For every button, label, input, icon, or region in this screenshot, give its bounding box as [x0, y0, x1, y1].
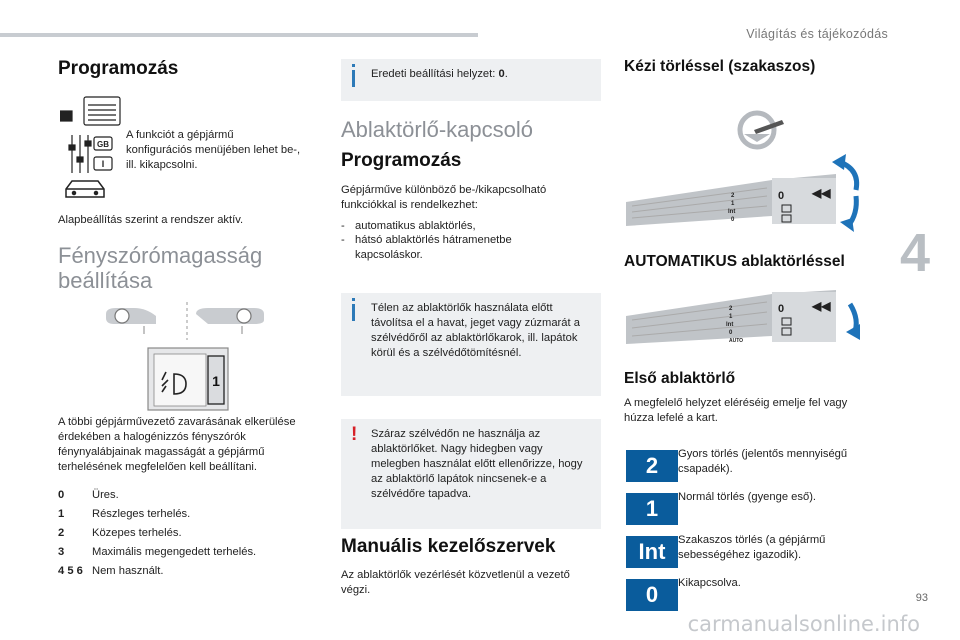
chapter-number: 4	[900, 223, 931, 283]
svg-text:1: 1	[731, 201, 735, 207]
section-title: Világítás és tájékozódás	[746, 27, 888, 41]
page-number: 93	[915, 592, 928, 604]
position-desc: Normál törlés (gyenge eső).	[678, 491, 817, 503]
wiper-programming-title: Programozás	[341, 150, 462, 171]
position-desc: Kikapcsolva.	[678, 577, 741, 589]
position-badge: 0	[626, 579, 678, 611]
list-item: - hátsó ablaktörlés hátramenetbe kapcsoláskor.	[341, 234, 512, 261]
screen-icon	[60, 97, 120, 125]
car-icon	[66, 181, 104, 197]
headlamp-knob	[148, 348, 228, 410]
note-warning: ! Száraz szélvédőn ne használja az ablaktörlőket. Nagy hidegben vagy melegben használat előtt ellenőrizze, hogy az ablaktörlő lapátok nincsenek-e a szélvédőre tapadva.	[341, 419, 601, 529]
legend-row: 1 Részleges terhelés.	[58, 508, 191, 520]
svg-text:AUTO: AUTO	[729, 338, 744, 344]
position-badge: 1	[626, 493, 678, 525]
legend-row: 3 Maximális megengedett terhelés.	[58, 546, 257, 558]
svg-text:◀◀: ◀◀	[812, 299, 831, 313]
svg-text:1: 1	[729, 314, 733, 320]
front-wiper-desc: A megfelelő helyzet eléréséig emelje fel vagy húzza lefelé a kart.	[624, 397, 848, 424]
steering-wheel-icon	[740, 113, 784, 147]
svg-text:GB: GB	[97, 140, 109, 149]
note-winter: Télen az ablaktörlők használata előtt távolítsa el a havat, jeget vagy zúzmarát a szélvédőről az ablaktörlőkarok, ill. lapátok körül és a szélvédőtömítésnél.	[341, 293, 601, 396]
menu-icons	[60, 95, 122, 208]
note-default-position: Eredeti beállítási helyzet: 0.	[341, 59, 601, 101]
svg-text:Int: Int	[726, 322, 734, 328]
down-arrow-icon	[846, 304, 860, 340]
legend-row: 0 Üres.	[58, 489, 119, 501]
wiper-programming-desc: Gépjárműve különböző be-/kikapcsolható funkciókkal is rendelkezhet:	[341, 184, 547, 211]
warning-icon: !	[351, 424, 358, 445]
headlamp-desc: A többi gépjárművezető zavarásának elkerülése érdekében a halogénizzós fényszórók fénynyalábjainak magasságát a gépjármű terhelésének megfelelően kell beállítani.	[58, 416, 296, 473]
front-wiper-title: Első ablaktörlő	[624, 370, 736, 387]
manual-controls-title: Manuális kezelőszervek	[341, 536, 556, 557]
steering-wheel-icon	[106, 302, 264, 340]
svg-text:Int: Int	[728, 209, 736, 215]
legend-row: 2 Közepes terhelés.	[58, 527, 182, 539]
svg-text:0: 0	[731, 217, 735, 223]
manual-wipe-title: Kézi törléssel (szakaszos)	[624, 58, 816, 75]
wiper-switch-title: Ablaktörlő-kapcsoló	[341, 117, 533, 142]
wiper-stalk-manual-diagram	[622, 110, 872, 255]
svg-text:0: 0	[778, 303, 785, 315]
svg-text:2: 2	[729, 306, 733, 312]
knob-value: 1	[212, 373, 220, 389]
position-badge: Int	[626, 536, 678, 568]
manual-controls-desc: Az ablaktörlők vezérlését közvetlenül a vezető végzi.	[341, 569, 570, 596]
headlamp-diagram	[104, 300, 274, 417]
wiper-stalk-auto-diagram	[622, 290, 872, 365]
default-state-text: Alapbeállítás szerint a rendszer aktív.	[58, 214, 244, 226]
watermark: carmanualsonline.info	[687, 612, 920, 636]
svg-text:2: 2	[731, 193, 735, 199]
svg-text:0: 0	[729, 330, 733, 336]
info-icon	[352, 70, 355, 87]
position-desc: Gyors törlés (jelentős mennyiségű csapadék).	[678, 448, 848, 475]
programming-desc: A funkciót a gépjármű konfigurációs menüjében lehet be-, ill. kikapcsolni.	[126, 129, 301, 171]
position-badge: 2	[626, 450, 678, 482]
list-item: - automatikus ablaktörlés,	[341, 220, 476, 232]
auto-wipe-title: AUTOMATIKUS ablaktörléssel	[624, 253, 845, 270]
svg-text:◀◀: ◀◀	[812, 186, 831, 200]
legend-row: 4 5 6 Nem használt.	[58, 565, 164, 577]
programming-title: Programozás	[58, 58, 179, 79]
position-desc: Szakaszos törlés (a gépjármű sebességéhez igazodik).	[678, 534, 826, 561]
svg-text:I: I	[101, 159, 105, 169]
header-rule	[0, 33, 478, 37]
headlamp-title: Fényszórómagasság beállítása	[58, 243, 263, 293]
info-icon	[352, 304, 355, 321]
svg-text:0: 0	[778, 190, 785, 202]
